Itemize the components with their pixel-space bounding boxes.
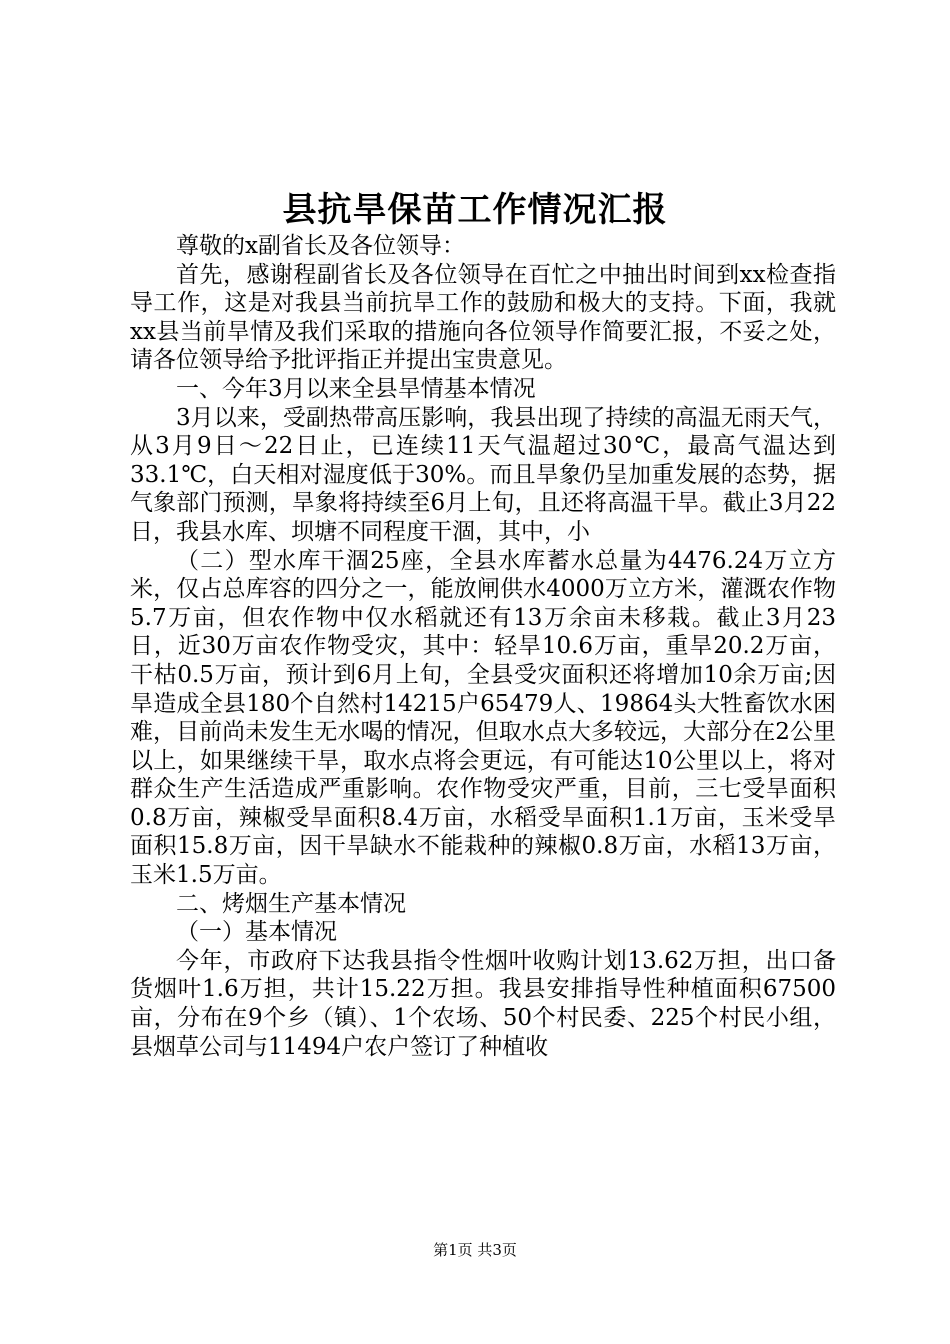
page-number: 第1页 共3页 <box>433 1241 517 1259</box>
salutation: 尊敬的x副省长及各位领导： <box>176 233 465 259</box>
reservoir-paragraph: （二）型水库干涸25座，全县水库蓄水总量为4476.24万立方米，仅占总库容的四分之一，能放闸供水4000万立方米，灌溉农作物5.7万亩，但农作物中仅水稻就还有13万余亩未移栽。截止3月23日，近30万亩农作物受灾，其中：轻旱10.6万亩，重旱20.2万亩，干枯0.5万亩，预计到6月上旬，全县受灾面积还将增加10余万亩;因旱造成全县180个自然村14215户65479人、19864头大牲畜饮水困难，目前尚未发生无水喝的情况，但取水点大多较远，大部分在2公里以上，如果继续干旱，取水点将会更远，有可能达10公里以上，将对群众生产生活造成严重影响。农作物受灾严重，目前，三七受旱面积0.8万亩，辣椒受旱面积8.4万亩，水稻受旱面积1.1万亩，玉米受旱面积15.8万亩，因干旱缺水不能栽种的辣椒0.8万亩，水稻13万亩，玉米1.5万亩。 <box>130 547 836 889</box>
document-body <box>130 232 836 1061</box>
section-heading-2: 二、烤烟生产基本情况 <box>176 890 406 917</box>
intro-paragraph: 首先，感谢程副省长及各位领导在百忙之中抽出时间到xx检查指导工作，这是对我县当前抗旱工作的鼓励和极大的支持。下面，我就xx县当前旱情及我们采取的措施向各位领导作简要汇报，不妥之处，请各位领导给予批评指正并提出宝贵意见。 <box>130 261 836 374</box>
section-heading-1: 一、今年3月以来全县旱情基本情况 <box>176 375 536 402</box>
subsection-heading-1: （一）基本情况 <box>176 919 337 946</box>
drought-paragraph: 3月以来，受副热带高压影响，我县出现了持续的高温无雨天气，从3月9日～22日止，已连续11天气温超过30℃，最高气温达到33.1℃，白天相对湿度低于30%。而且旱象仍呈加重发展的态势，据气象部门预测，旱象将持续至6月上旬，且还将高温干旱。截止3月22日，我县水库、坝塘不同程度干涸，其中，小 <box>130 404 836 545</box>
tobacco-paragraph: 今年，市政府下达我县指令性烟叶收购计划13.62万担，出口备货烟叶1.6万担，共计15.22万担。我县安排指导性种植面积67500亩，分布在9个乡（镇）、1个农场、50个村民委、225个村民小组，县烟草公司与11494户农户签订了种植收 <box>130 947 836 1060</box>
document-title: 县抗旱保苗工作情况汇报 <box>282 190 668 230</box>
